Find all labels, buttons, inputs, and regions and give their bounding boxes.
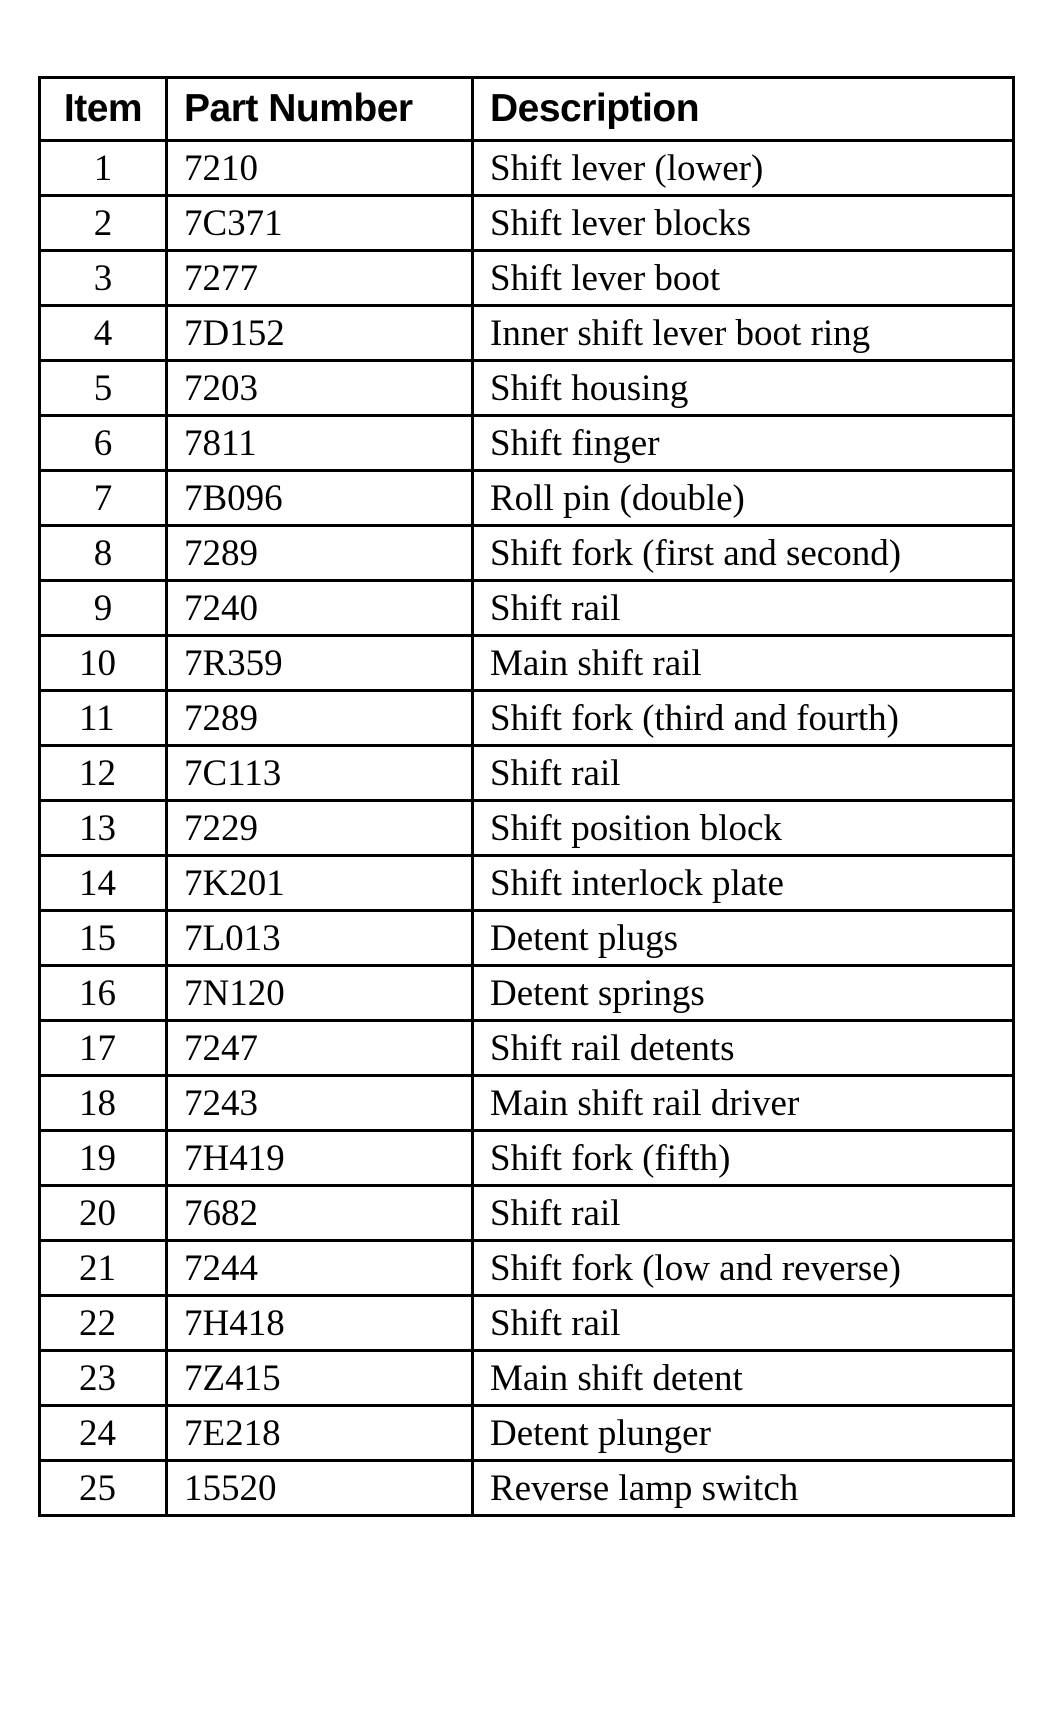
cell-part-number: 7R359 — [167, 636, 473, 691]
header-row — [40, 78, 1014, 141]
cell-item: 7 — [40, 471, 167, 526]
table-row — [40, 801, 1014, 856]
cell-part-number: 7244 — [167, 1241, 473, 1296]
cell-description: Shift finger — [473, 416, 1014, 471]
cell-description: Detent plunger — [473, 1406, 1014, 1461]
cell-item: 12 — [40, 746, 167, 801]
table-row — [40, 581, 1014, 636]
table-row — [40, 1351, 1014, 1406]
cell-item: 23 — [40, 1351, 167, 1406]
cell-part-number: 7C371 — [167, 196, 473, 251]
table-row — [40, 526, 1014, 581]
table-row — [40, 361, 1014, 416]
cell-item: 3 — [40, 251, 167, 306]
table-row — [40, 911, 1014, 966]
table-body — [40, 141, 1014, 1516]
cell-part-number: 7289 — [167, 526, 473, 581]
cell-description: Reverse lamp switch — [473, 1461, 1014, 1516]
table-row — [40, 416, 1014, 471]
cell-part-number: 7Z415 — [167, 1351, 473, 1406]
cell-item: 21 — [40, 1241, 167, 1296]
cell-item: 15 — [40, 911, 167, 966]
cell-part-number: 7K201 — [167, 856, 473, 911]
cell-description: Shift rail — [473, 1296, 1014, 1351]
cell-part-number: 7289 — [167, 691, 473, 746]
table-row — [40, 966, 1014, 1021]
cell-item: 5 — [40, 361, 167, 416]
cell-item: 8 — [40, 526, 167, 581]
cell-part-number: 7210 — [167, 141, 473, 196]
cell-part-number: 7C113 — [167, 746, 473, 801]
cell-description: Main shift rail driver — [473, 1076, 1014, 1131]
cell-description: Shift lever boot — [473, 251, 1014, 306]
cell-part-number: 7811 — [167, 416, 473, 471]
cell-part-number: 7B096 — [167, 471, 473, 526]
cell-item: 1 — [40, 141, 167, 196]
cell-description: Shift lever (lower) — [473, 141, 1014, 196]
table-row — [40, 471, 1014, 526]
table-row — [40, 306, 1014, 361]
table-row — [40, 251, 1014, 306]
cell-part-number: 7E218 — [167, 1406, 473, 1461]
table-row — [40, 1461, 1014, 1516]
cell-part-number: 7203 — [167, 361, 473, 416]
cell-item: 10 — [40, 636, 167, 691]
table-row — [40, 856, 1014, 911]
cell-part-number: 7N120 — [167, 966, 473, 1021]
parts-table — [38, 76, 1015, 1517]
cell-description: Shift lever blocks — [473, 196, 1014, 251]
cell-description: Shift interlock plate — [473, 856, 1014, 911]
cell-description: Shift fork (low and reverse) — [473, 1241, 1014, 1296]
cell-item: 2 — [40, 196, 167, 251]
cell-item: 22 — [40, 1296, 167, 1351]
cell-item: 4 — [40, 306, 167, 361]
cell-part-number: 7229 — [167, 801, 473, 856]
cell-description: Roll pin (double) — [473, 471, 1014, 526]
cell-description: Shift rail — [473, 1186, 1014, 1241]
cell-item: 16 — [40, 966, 167, 1021]
cell-part-number: 7247 — [167, 1021, 473, 1076]
cell-description: Shift rail detents — [473, 1021, 1014, 1076]
header-description: Description — [473, 78, 1014, 141]
cell-description: Shift position block — [473, 801, 1014, 856]
cell-part-number: 7277 — [167, 251, 473, 306]
cell-description: Shift fork (third and fourth) — [473, 691, 1014, 746]
cell-description: Shift rail — [473, 746, 1014, 801]
cell-item: 25 — [40, 1461, 167, 1516]
cell-item: 9 — [40, 581, 167, 636]
cell-item: 18 — [40, 1076, 167, 1131]
cell-description: Shift fork (fifth) — [473, 1131, 1014, 1186]
cell-part-number: 7L013 — [167, 911, 473, 966]
cell-description: Detent plugs — [473, 911, 1014, 966]
cell-item: 6 — [40, 416, 167, 471]
table-row — [40, 691, 1014, 746]
cell-part-number: 7243 — [167, 1076, 473, 1131]
table-row — [40, 141, 1014, 196]
cell-part-number: 7682 — [167, 1186, 473, 1241]
cell-item: 19 — [40, 1131, 167, 1186]
cell-item: 17 — [40, 1021, 167, 1076]
cell-part-number: 7240 — [167, 581, 473, 636]
table-row — [40, 1186, 1014, 1241]
table-row — [40, 1296, 1014, 1351]
header-item: Item — [40, 78, 167, 141]
cell-item: 20 — [40, 1186, 167, 1241]
cell-description: Inner shift lever boot ring — [473, 306, 1014, 361]
cell-description: Shift rail — [473, 581, 1014, 636]
cell-item: 14 — [40, 856, 167, 911]
table-header — [40, 78, 1014, 141]
header-part-number: Part Number — [167, 78, 473, 141]
table-row — [40, 1021, 1014, 1076]
table-row — [40, 1076, 1014, 1131]
table-row — [40, 1131, 1014, 1186]
cell-description: Shift housing — [473, 361, 1014, 416]
table-row — [40, 196, 1014, 251]
table-row — [40, 746, 1014, 801]
cell-part-number: 15520 — [167, 1461, 473, 1516]
cell-item: 11 — [40, 691, 167, 746]
cell-item: 24 — [40, 1406, 167, 1461]
cell-part-number: 7H419 — [167, 1131, 473, 1186]
cell-description: Main shift detent — [473, 1351, 1014, 1406]
cell-item: 13 — [40, 801, 167, 856]
cell-description: Detent springs — [473, 966, 1014, 1021]
cell-part-number: 7H418 — [167, 1296, 473, 1351]
table-row — [40, 1406, 1014, 1461]
cell-description: Shift fork (first and second) — [473, 526, 1014, 581]
cell-part-number: 7D152 — [167, 306, 473, 361]
table-row — [40, 636, 1014, 691]
cell-description: Main shift rail — [473, 636, 1014, 691]
table-row — [40, 1241, 1014, 1296]
